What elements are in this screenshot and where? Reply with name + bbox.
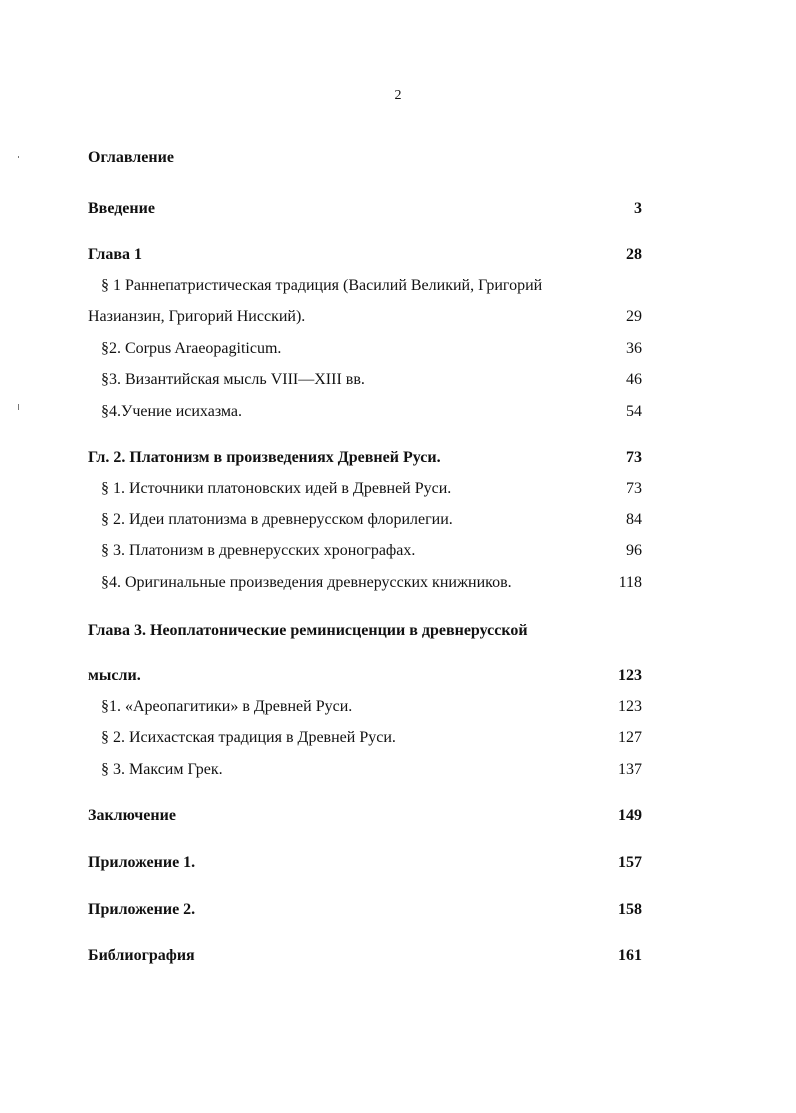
toc-entry-title: Глава 3. Неоплатонические реминисценции в древнерусской: [88, 622, 528, 639]
toc-entry-title: §4.Учение исихазма.: [101, 403, 243, 420]
toc-entry-page: 161: [618, 947, 642, 964]
toc-entry-section-1-1[interactable]: [0, 276, 796, 328]
toc-entry-title: § 3. Максим Грек.: [101, 761, 223, 778]
toc-entry-page: 29: [626, 308, 642, 325]
toc-entry-page: 46: [626, 371, 642, 388]
toc-entry-page: 127: [618, 729, 642, 746]
toc-entry-title: §1. «Ареопагитики» в Древней Руси.: [101, 698, 353, 715]
toc-entry-title: Библиография: [88, 947, 195, 964]
toc-entry-title: § 2. Исихастская традиция в Древней Руси.: [101, 729, 396, 746]
toc-entry-page: 123: [618, 667, 642, 684]
toc-entry-title: § 1. Источники платоновских идей в Древней Руси.: [101, 480, 452, 497]
toc-entry-title: §4. Оригинальные произведения древнерусских книжников.: [101, 574, 512, 591]
toc-entry-title-continued: Назианзин, Григорий Нисский).: [88, 308, 306, 325]
toc-entry-title: §3. Византийская мысль VIII—XIII вв.: [101, 371, 365, 388]
toc-entry-title: Приложение 1.: [88, 854, 196, 871]
toc-entry-title: Глава 1: [88, 246, 142, 263]
toc-entry-page: 123: [618, 698, 642, 715]
toc-entry-page: 118: [618, 574, 642, 591]
toc-entry-title-continued: мысли.: [88, 667, 141, 684]
scan-speck: [18, 156, 19, 158]
toc-heading: Оглавление: [88, 149, 174, 166]
toc-entry-title: § 1 Раннепатристическая традиция (Василий Великий, Григорий: [101, 277, 543, 294]
toc-entry-title: Гл. 2. Платонизм в произведениях Древней Руси.: [88, 449, 441, 466]
toc-entry-page: 158: [618, 901, 642, 918]
toc-entry-page: 3: [634, 200, 642, 217]
toc-entry-page: 149: [618, 807, 642, 824]
toc-entry-page: 84: [626, 511, 642, 528]
toc-entry-title: Введение: [88, 200, 155, 217]
toc-entry-title: § 3. Платонизм в древнерусских хронографах.: [101, 542, 416, 559]
toc-entry-title: Приложение 2.: [88, 901, 196, 918]
toc-entry-page: 54: [626, 403, 642, 420]
toc-entry-page: 73: [626, 480, 642, 497]
toc-entry-title: § 2. Идеи платонизма в древнерусском флорилегии.: [101, 511, 453, 528]
page-number: 2: [394, 88, 402, 103]
toc-entry-page: 36: [626, 340, 642, 357]
toc-entry-page: 73: [626, 449, 642, 466]
scan-speck: [18, 404, 19, 410]
toc-entry-page: 137: [618, 761, 642, 778]
toc-entry-title: §2. Corpus Araeopagiticum.: [101, 340, 282, 357]
toc-entry-page: 28: [626, 246, 642, 263]
toc-entry-page: 96: [626, 542, 642, 559]
toc-entry-chapter-3[interactable]: [0, 621, 796, 687]
toc-entry-page: 157: [618, 854, 642, 871]
toc-entry-title: Заключение: [88, 807, 176, 824]
